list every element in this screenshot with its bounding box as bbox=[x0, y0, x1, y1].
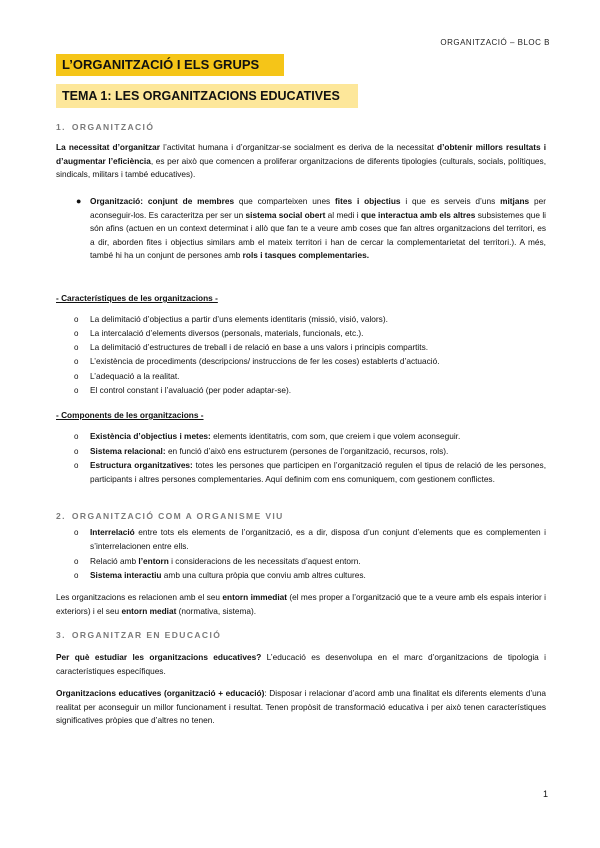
section-heading-1: 1. ORGANITZACIÓ bbox=[56, 122, 155, 132]
circle-bullet-icon: o bbox=[74, 461, 79, 470]
components-heading: - Components de les organitzacions - bbox=[56, 410, 204, 420]
circle-bullet-icon: o bbox=[74, 557, 79, 566]
circle-bullet-icon: o bbox=[74, 386, 79, 395]
topic-title: TEMA 1: LES ORGANITZACIONS EDUCATIVES bbox=[56, 84, 358, 108]
circle-bullet-icon: o bbox=[74, 315, 79, 324]
bullet-icon: ● bbox=[76, 196, 82, 206]
features-heading: - Característiques de les organitzacions - bbox=[56, 293, 218, 303]
circle-bullet-icon: o bbox=[74, 343, 79, 352]
running-header: ORGANITZACIÓ – BLOC B bbox=[440, 38, 550, 47]
educational-org-paragraph: Organitzacions educatives (organització + educació): Disposar i relacionar d’acord amb una finalitat els diferents elements d’una realitat per aconseguir un millor funcionament i resultat. Tenen propòsit de transformació educativa i per això tenen característiques significatives pròpies que d’altres no tenen. bbox=[56, 688, 546, 726]
intro-paragraph: La necessitat d’organitzar l’activitat humana i d’organitzar-se socialment es deriva de la necessitat d’obtenir millors resultats i d’augmentar l’eficiència, es per això que comencen a proliferar organitzacions de diferents tipologies (culturals, socials, polítiques, sindicals, militars i també educatives). bbox=[56, 142, 547, 180]
circle-bullet-icon: o bbox=[74, 432, 79, 441]
circle-bullet-icon: o bbox=[74, 571, 79, 580]
circle-bullet-icon: o bbox=[74, 447, 79, 456]
circle-bullet-icon: o bbox=[74, 528, 79, 537]
circle-bullet-icon: o bbox=[74, 372, 79, 381]
why-paragraph: Per què estudiar les organitzacions educatives? L’educació es desenvolupa en el marc d’organitzacions de tipologia i característiques específiques. bbox=[56, 652, 546, 676]
section-heading-2: 2. ORGANITZACIÓ COM A ORGANISME VIU bbox=[56, 511, 284, 521]
circle-bullet-icon: o bbox=[74, 329, 79, 338]
organization-definition: ● Organització: conjunt de membres que comparteixen unes fites i objectius i que es serveis d’uns mitjans per aconseguir-los. Es caracteritza per ser un sistema social obert al medi i que interactua amb els altres subsistemes que li són afins (actuen en un context determinat i allò que fan te a veure amb coses que fan altres organitzacions del territori, es a dir, aborden fites i objectius similars amb el mateix territori i han de cercar la complementarietat del territori.). A més, també hi ha un conjunt de persones amb rols i tasques complementaries. bbox=[76, 196, 547, 261]
section-heading-3: 3. ORGANITZAR EN EDUCACIÓ bbox=[56, 630, 222, 640]
page-number: 1 bbox=[542, 789, 548, 799]
document-title: L’ORGANITZACIÓ I ELS GRUPS bbox=[56, 54, 284, 76]
circle-bullet-icon: o bbox=[74, 357, 79, 366]
environment-paragraph: Les organitzacions es relacionen amb el seu entorn immediat (el mes proper a l’organització que te a veure amb els espais interior i exteriors) i el seu entorn mediat (normativa, sistema). bbox=[56, 592, 546, 616]
